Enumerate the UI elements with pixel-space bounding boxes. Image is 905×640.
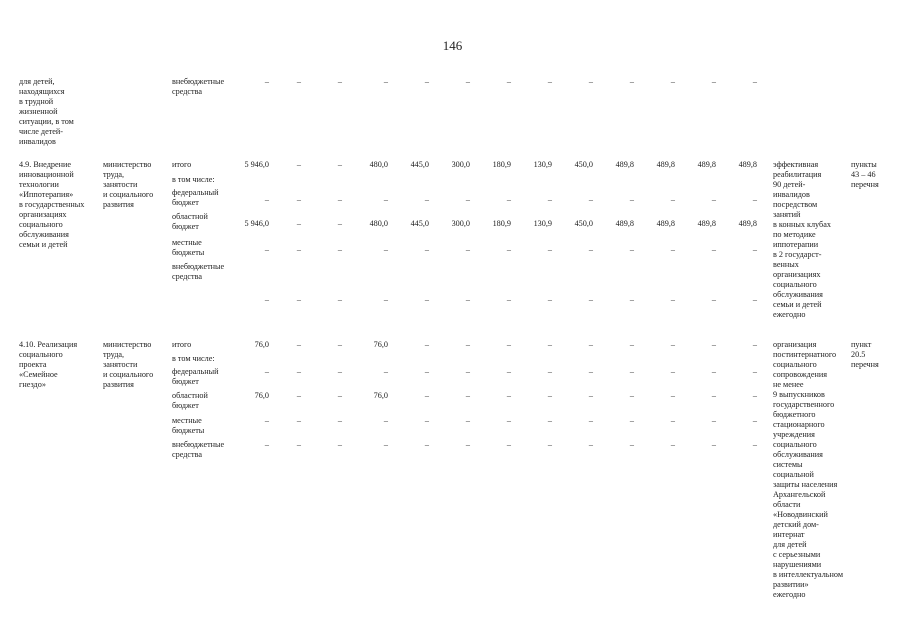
row-reference: пункты 43 – 46 перечня bbox=[851, 160, 879, 189]
source-label: областной бюджет bbox=[172, 391, 208, 410]
value-cell: – bbox=[337, 77, 342, 86]
value-cell: – bbox=[711, 77, 716, 86]
value-cell: – bbox=[629, 195, 634, 204]
value-cell: – bbox=[711, 340, 716, 349]
value-cell: – bbox=[296, 219, 301, 228]
value-cell: – bbox=[629, 416, 634, 425]
row-result: организация постинтернатного социального сопровождения не менее 9 выпускников государственного бюджетного стационарного учреждения социального обслуживания системы социальной защиты населения Архангельской области «Новодвинский детский дом- интернат для детей с серьезными нарушениями в интеллектуальном развитии» ежегодно bbox=[773, 340, 844, 599]
value-cell: – bbox=[711, 195, 716, 204]
value-cell: 489,8 bbox=[697, 160, 716, 169]
value-cell: – bbox=[588, 367, 593, 376]
value-cell: – bbox=[670, 340, 675, 349]
value-cell: – bbox=[670, 416, 675, 425]
value-cell: 5 946,0 bbox=[244, 219, 269, 228]
source-label: в том числе: bbox=[172, 175, 215, 184]
value-cell: – bbox=[711, 416, 716, 425]
value-cell: – bbox=[424, 416, 429, 425]
source-label: итого bbox=[172, 160, 192, 169]
value-cell: – bbox=[424, 391, 429, 400]
value-cell: – bbox=[752, 77, 757, 86]
value-cell: – bbox=[296, 440, 301, 449]
value-cell: – bbox=[670, 440, 675, 449]
value-cell: – bbox=[337, 160, 342, 169]
value-cell: – bbox=[588, 340, 593, 349]
value-cell: – bbox=[752, 295, 757, 304]
value-cell: – bbox=[465, 391, 470, 400]
value-cell: 450,0 bbox=[574, 160, 593, 169]
value-cell: – bbox=[752, 391, 757, 400]
value-cell: – bbox=[337, 391, 342, 400]
value-cell: – bbox=[465, 440, 470, 449]
value-cell: 489,8 bbox=[615, 219, 634, 228]
value-cell: – bbox=[264, 416, 269, 425]
value-cell: – bbox=[424, 440, 429, 449]
value-cell: – bbox=[424, 195, 429, 204]
value-cell: – bbox=[629, 440, 634, 449]
value-cell: 300,0 bbox=[451, 160, 470, 169]
value-cell: – bbox=[424, 245, 429, 254]
value-cell: – bbox=[383, 440, 388, 449]
value-cell: – bbox=[547, 245, 552, 254]
value-cell: – bbox=[296, 391, 301, 400]
value-cell: – bbox=[264, 245, 269, 254]
value-cell: – bbox=[670, 77, 675, 86]
value-cell: – bbox=[296, 77, 301, 86]
value-cell: – bbox=[547, 77, 552, 86]
value-cell: 76,0 bbox=[373, 340, 388, 349]
value-cell: – bbox=[670, 195, 675, 204]
value-cell: – bbox=[752, 367, 757, 376]
value-cell: – bbox=[711, 245, 716, 254]
value-cell: – bbox=[629, 295, 634, 304]
value-cell: – bbox=[629, 367, 634, 376]
value-cell: – bbox=[424, 295, 429, 304]
value-cell: – bbox=[383, 367, 388, 376]
value-cell: – bbox=[547, 391, 552, 400]
value-cell: – bbox=[337, 195, 342, 204]
value-cell: – bbox=[264, 367, 269, 376]
value-cell: 489,8 bbox=[656, 219, 675, 228]
value-cell: – bbox=[465, 195, 470, 204]
value-cell: – bbox=[711, 295, 716, 304]
source-label: итого bbox=[172, 340, 192, 349]
source-label: в том числе: bbox=[172, 354, 215, 363]
value-cell: – bbox=[588, 77, 593, 86]
value-cell: – bbox=[629, 245, 634, 254]
value-cell: – bbox=[588, 391, 593, 400]
value-cell: – bbox=[547, 367, 552, 376]
value-cell: – bbox=[629, 340, 634, 349]
value-cell: – bbox=[264, 440, 269, 449]
value-cell: – bbox=[588, 195, 593, 204]
source-label: областной бюджет bbox=[172, 212, 208, 231]
value-cell: – bbox=[506, 245, 511, 254]
value-cell: – bbox=[465, 367, 470, 376]
source-label: местные бюджеты bbox=[172, 238, 205, 257]
value-cell: 76,0 bbox=[254, 391, 269, 400]
source-label: местные бюджеты bbox=[172, 416, 205, 435]
value-cell: – bbox=[296, 295, 301, 304]
value-cell: – bbox=[547, 440, 552, 449]
value-cell: – bbox=[383, 416, 388, 425]
source-label: внебюджетные средства bbox=[172, 262, 225, 281]
value-cell: – bbox=[752, 416, 757, 425]
value-cell: 480,0 bbox=[369, 219, 388, 228]
value-cell: – bbox=[337, 367, 342, 376]
value-cell: – bbox=[588, 440, 593, 449]
value-cell: – bbox=[506, 440, 511, 449]
value-cell: – bbox=[383, 295, 388, 304]
value-cell: – bbox=[296, 416, 301, 425]
value-cell: 445,0 bbox=[410, 219, 429, 228]
value-cell: – bbox=[296, 340, 301, 349]
value-cell: – bbox=[465, 416, 470, 425]
row-result: эффективная реабилитация 90 детей- инвалидов посредством занятий в конных клубах по методике иппотерапии в 2 государст- венных организациях социального обслуживания семьи и детей ежегодно bbox=[773, 160, 831, 319]
value-cell: – bbox=[588, 245, 593, 254]
value-cell: 450,0 bbox=[574, 219, 593, 228]
value-cell: – bbox=[264, 195, 269, 204]
source-label: федеральный бюджет bbox=[172, 188, 219, 207]
source-label: внебюджетные средства bbox=[172, 440, 225, 459]
value-cell: 180,9 bbox=[492, 219, 511, 228]
value-cell: 300,0 bbox=[451, 219, 470, 228]
value-cell: – bbox=[752, 245, 757, 254]
value-cell: – bbox=[711, 367, 716, 376]
value-cell: – bbox=[752, 440, 757, 449]
value-cell: – bbox=[424, 340, 429, 349]
value-cell: – bbox=[383, 77, 388, 86]
value-cell: – bbox=[296, 195, 301, 204]
value-cell: – bbox=[296, 160, 301, 169]
value-cell: – bbox=[547, 195, 552, 204]
value-cell: 76,0 bbox=[254, 340, 269, 349]
value-cell: – bbox=[337, 440, 342, 449]
value-cell: – bbox=[296, 367, 301, 376]
value-cell: 489,8 bbox=[738, 219, 757, 228]
value-cell: – bbox=[506, 391, 511, 400]
value-cell: – bbox=[547, 416, 552, 425]
value-cell: – bbox=[670, 295, 675, 304]
value-cell: – bbox=[424, 77, 429, 86]
row-reference: пункт 20.5 перечня bbox=[851, 340, 879, 369]
source-label: федеральный бюджет bbox=[172, 367, 219, 386]
value-cell: 489,8 bbox=[738, 160, 757, 169]
value-cell: 130,9 bbox=[533, 160, 552, 169]
value-cell: – bbox=[465, 245, 470, 254]
source-label: внебюджетные средства bbox=[172, 77, 225, 96]
value-cell: – bbox=[711, 440, 716, 449]
page-number: 146 bbox=[442, 38, 463, 53]
value-cell: – bbox=[506, 340, 511, 349]
value-cell: 489,8 bbox=[656, 160, 675, 169]
value-cell: – bbox=[465, 77, 470, 86]
value-cell: 445,0 bbox=[410, 160, 429, 169]
value-cell: – bbox=[588, 295, 593, 304]
value-cell: – bbox=[670, 391, 675, 400]
value-cell: – bbox=[506, 195, 511, 204]
value-cell: – bbox=[629, 391, 634, 400]
value-cell: – bbox=[506, 416, 511, 425]
value-cell: – bbox=[337, 340, 342, 349]
value-cell: 480,0 bbox=[369, 160, 388, 169]
row-executor: министерство труда, занятости и социального развития bbox=[103, 160, 154, 209]
value-cell: – bbox=[337, 416, 342, 425]
value-cell: – bbox=[383, 245, 388, 254]
value-cell: 489,8 bbox=[697, 219, 716, 228]
value-cell: – bbox=[383, 195, 388, 204]
value-cell: 130,9 bbox=[533, 219, 552, 228]
value-cell: – bbox=[424, 367, 429, 376]
value-cell: – bbox=[547, 340, 552, 349]
value-cell: – bbox=[337, 219, 342, 228]
value-cell: – bbox=[506, 77, 511, 86]
row-executor: министерство труда, занятости и социального развития bbox=[103, 340, 154, 389]
row-title: для детей, находящихся в трудной жизненной ситуации, в том числе детей- инвалидов bbox=[19, 77, 74, 146]
value-cell: – bbox=[588, 416, 593, 425]
value-cell: – bbox=[465, 340, 470, 349]
value-cell: – bbox=[506, 367, 511, 376]
value-cell: – bbox=[264, 77, 269, 86]
value-cell: – bbox=[670, 367, 675, 376]
value-cell: – bbox=[752, 340, 757, 349]
value-cell: 489,8 bbox=[615, 160, 634, 169]
value-cell: – bbox=[752, 195, 757, 204]
row-title: 4.10. Реализация социального проекта «Семейное гнездо» bbox=[19, 340, 78, 389]
value-cell: – bbox=[264, 295, 269, 304]
value-cell: 5 946,0 bbox=[244, 160, 269, 169]
value-cell: – bbox=[296, 245, 301, 254]
value-cell: 180,9 bbox=[492, 160, 511, 169]
row-title: 4.9. Внедрение инновационной технологии «Иппотерапия» в государственных организациях социального обслуживания семьи и детей bbox=[19, 160, 85, 249]
value-cell: – bbox=[337, 245, 342, 254]
value-cell: – bbox=[670, 245, 675, 254]
value-cell: – bbox=[465, 295, 470, 304]
value-cell: – bbox=[629, 77, 634, 86]
value-cell: – bbox=[337, 295, 342, 304]
value-cell: – bbox=[711, 391, 716, 400]
value-cell: – bbox=[547, 295, 552, 304]
value-cell: 76,0 bbox=[373, 391, 388, 400]
value-cell: – bbox=[506, 295, 511, 304]
